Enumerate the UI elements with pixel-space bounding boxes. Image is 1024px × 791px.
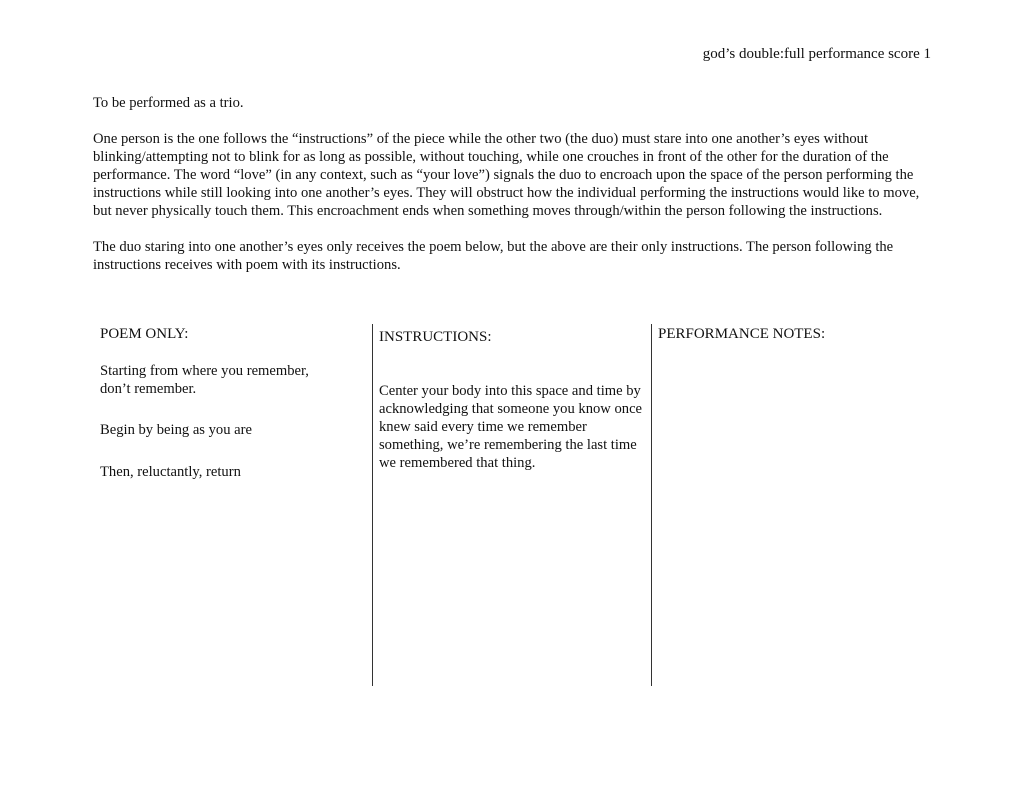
performance-notes-column [651, 324, 933, 686]
poem-column-heading: POEM ONLY: [100, 326, 189, 342]
intro-paragraph-roles: One person is the one follows the “instructions” of the piece while the other two (the duo) must stare into one another’s eyes without blinking/attempting not to blink for as long as possible, without touching, while one crouches in front of the other for the duration of the performance. The word “love” (in any context, such as “your love”) signals the duo to encroach upon the space of the person performing the instructions while still looking into one another’s eyes. They will obstruct how the individual performing the instructions would like to move, but never physically touch them. This encroachment ends when something moves through/within the person following the instructions. [93, 131, 920, 219]
intro-line-trio: To be performed as a trio. [93, 95, 244, 111]
poem-line: Starting from where you remember, don’t remember. [100, 363, 309, 397]
intro-paragraph-poem-distribution: The duo staring into one another’s eyes only receives the poem below, but the above are their only instructions. The person following the instructions receives with poem with its instructions. [93, 239, 894, 273]
page-header-title: god’s double:full performance score 1 [702, 46, 931, 62]
instructions-column [372, 324, 651, 686]
poem-line: Then, reluctantly, return [100, 464, 241, 480]
poem-line: Begin by being as you are [100, 422, 252, 438]
score-columns [93, 324, 933, 686]
intro-section [93, 94, 933, 292]
performance-notes-heading: PERFORMANCE NOTES: [658, 326, 826, 342]
instructions-column-heading: INSTRUCTIONS: [379, 329, 492, 345]
instructions-text: Center your body into this space and time by acknowledging that someone you know once knew said every time we remember something, we’re remembering the last time we remembered that thing. [379, 383, 643, 471]
poem-column [93, 324, 372, 686]
